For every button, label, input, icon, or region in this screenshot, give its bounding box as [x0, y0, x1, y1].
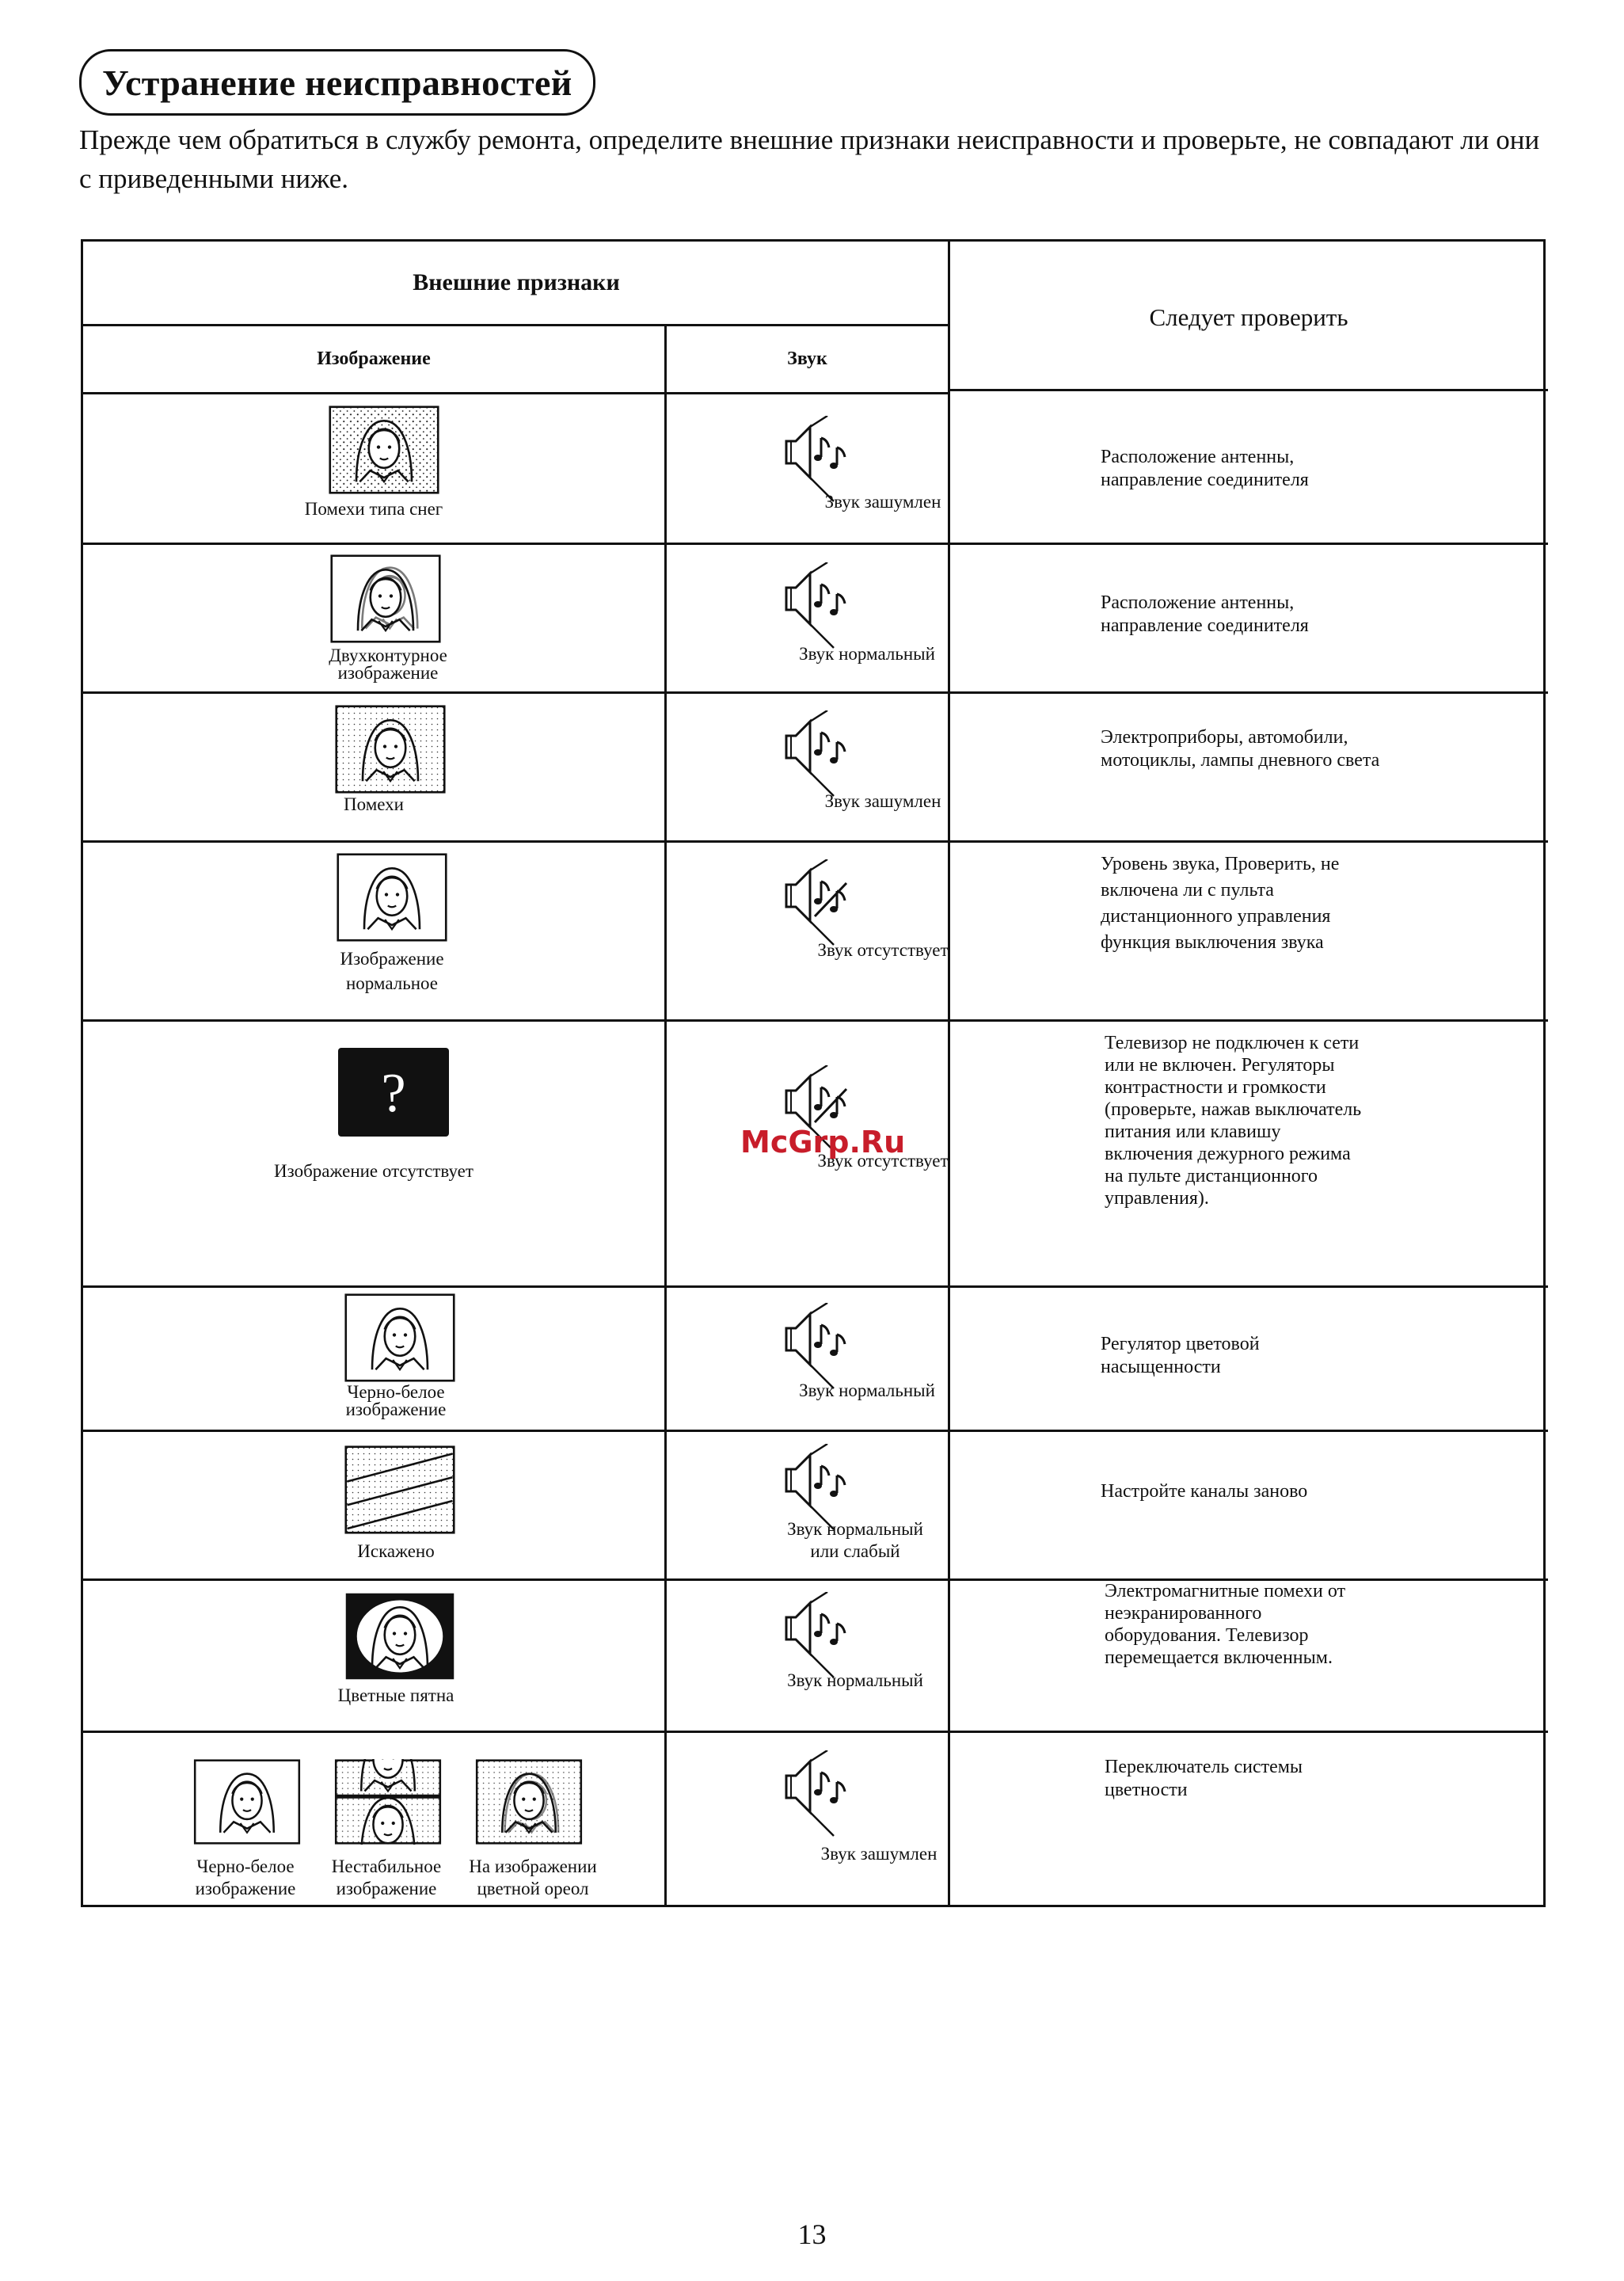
row-5-sound-label: Звук отсутствует [817, 1151, 949, 1171]
row-6-image-label: Черно-белое изображение [345, 1382, 447, 1419]
row-6-check: Регулятор цветовой насыщенности [1101, 1334, 1260, 1377]
speaker-icon [780, 1750, 853, 1837]
row-9-image-label-3: На изображении цветной ореол [469, 1856, 597, 1898]
speaker-icon [780, 710, 853, 798]
row-3-image-label: Помехи [344, 794, 404, 814]
row-5-image-label: Изображение отсутствует [274, 1161, 474, 1181]
muted-speaker-icon [780, 859, 853, 946]
row-4-sound-label: Звук отсутствует [817, 940, 949, 960]
page-title: Устранение неисправностей [102, 62, 572, 103]
question-mark: ? [381, 1063, 406, 1124]
speaker-icon [780, 1303, 853, 1390]
normal-picture-icon [337, 853, 447, 942]
row-9-image-label-2: Нестабильное изображение [331, 1856, 442, 1898]
distorted-picture-icon [344, 1445, 455, 1534]
row-7-sound-label: Звук нормальный или слабый [787, 1519, 923, 1561]
row-2-check: Расположение антенны, направление соединителя [1101, 592, 1309, 636]
snow-noise-picture-icon [329, 406, 439, 494]
header-symptoms: Внешние признаки [413, 269, 620, 295]
row-1-image-label: Помехи типа снег [304, 499, 443, 519]
row-8-sound-label: Звук нормальный [787, 1670, 923, 1690]
row-8-image-label: Цветные пятна [337, 1685, 454, 1705]
watermark: McGrp.Ru [740, 1125, 906, 1160]
color-spots-picture-icon [344, 1592, 455, 1681]
row-4-image-label: Изображение нормальное [340, 949, 444, 993]
color-halo-picture-icon [474, 1759, 584, 1845]
black-white-picture-icon [192, 1759, 302, 1845]
row-9-image-label-1: Черно-белое изображение [195, 1856, 296, 1898]
page-title-frame [79, 49, 595, 116]
row-8-check: Электромагнитные помехи от неэкранированного оборудования. Телевизор перемещается включенным. [1105, 1581, 1346, 1668]
row-7-image-label: Искажено [357, 1541, 435, 1561]
row-3-sound-label: Звук зашумлен [824, 791, 941, 811]
header-check: Следует проверить [1149, 303, 1348, 331]
interference-picture-icon [335, 705, 446, 794]
row-9-check: Переключатель системы цветности [1105, 1757, 1303, 1800]
header-image: Изображение [317, 348, 431, 369]
row-2-sound-label: Звук нормальный [799, 644, 935, 664]
row-1-sound-label: Звук зашумлен [824, 492, 941, 512]
speaker-icon [780, 1592, 853, 1679]
speaker-icon [780, 416, 853, 503]
speaker-icon [780, 562, 853, 649]
no-picture-icon [338, 1048, 449, 1137]
ghost-image-picture-icon [330, 554, 441, 643]
row-3-check: Электроприборы, автомобили, мотоциклы, лампы дневного света [1101, 727, 1380, 771]
row-6-sound-label: Звук нормальный [799, 1380, 935, 1400]
page-number: 13 [797, 2218, 827, 2250]
row-2-image-label: Двухконтурное изображение [329, 645, 447, 683]
header-sound: Звук [787, 348, 827, 369]
row-5-check: Телевизор не подключен к сети или не включен. Регуляторы контрастности и громкости (проверьте, нажав выключатель питания или клавишу включения дежурного режима на пульте дистанционного управления). [1105, 1033, 1362, 1209]
row-1-check: Расположение антенны, направление соединителя [1101, 447, 1309, 490]
troubleshooting-table [81, 239, 1546, 1907]
row-7-check: Настройте каналы заново [1101, 1481, 1308, 1502]
intro-paragraph: Прежде чем обратиться в службу ремонта, определите внешние признаки неисправности и проверьте, не совпадают ли они с приведенными ниже. [79, 124, 1540, 194]
unstable-picture-icon [333, 1759, 443, 1845]
row-9-sound-label: Звук зашумлен [820, 1844, 938, 1864]
black-white-picture-icon [344, 1293, 455, 1382]
row-4-check: Уровень звука, Проверить, не включена ли с пульта дистанционного управления функция выключения звука [1101, 854, 1340, 953]
